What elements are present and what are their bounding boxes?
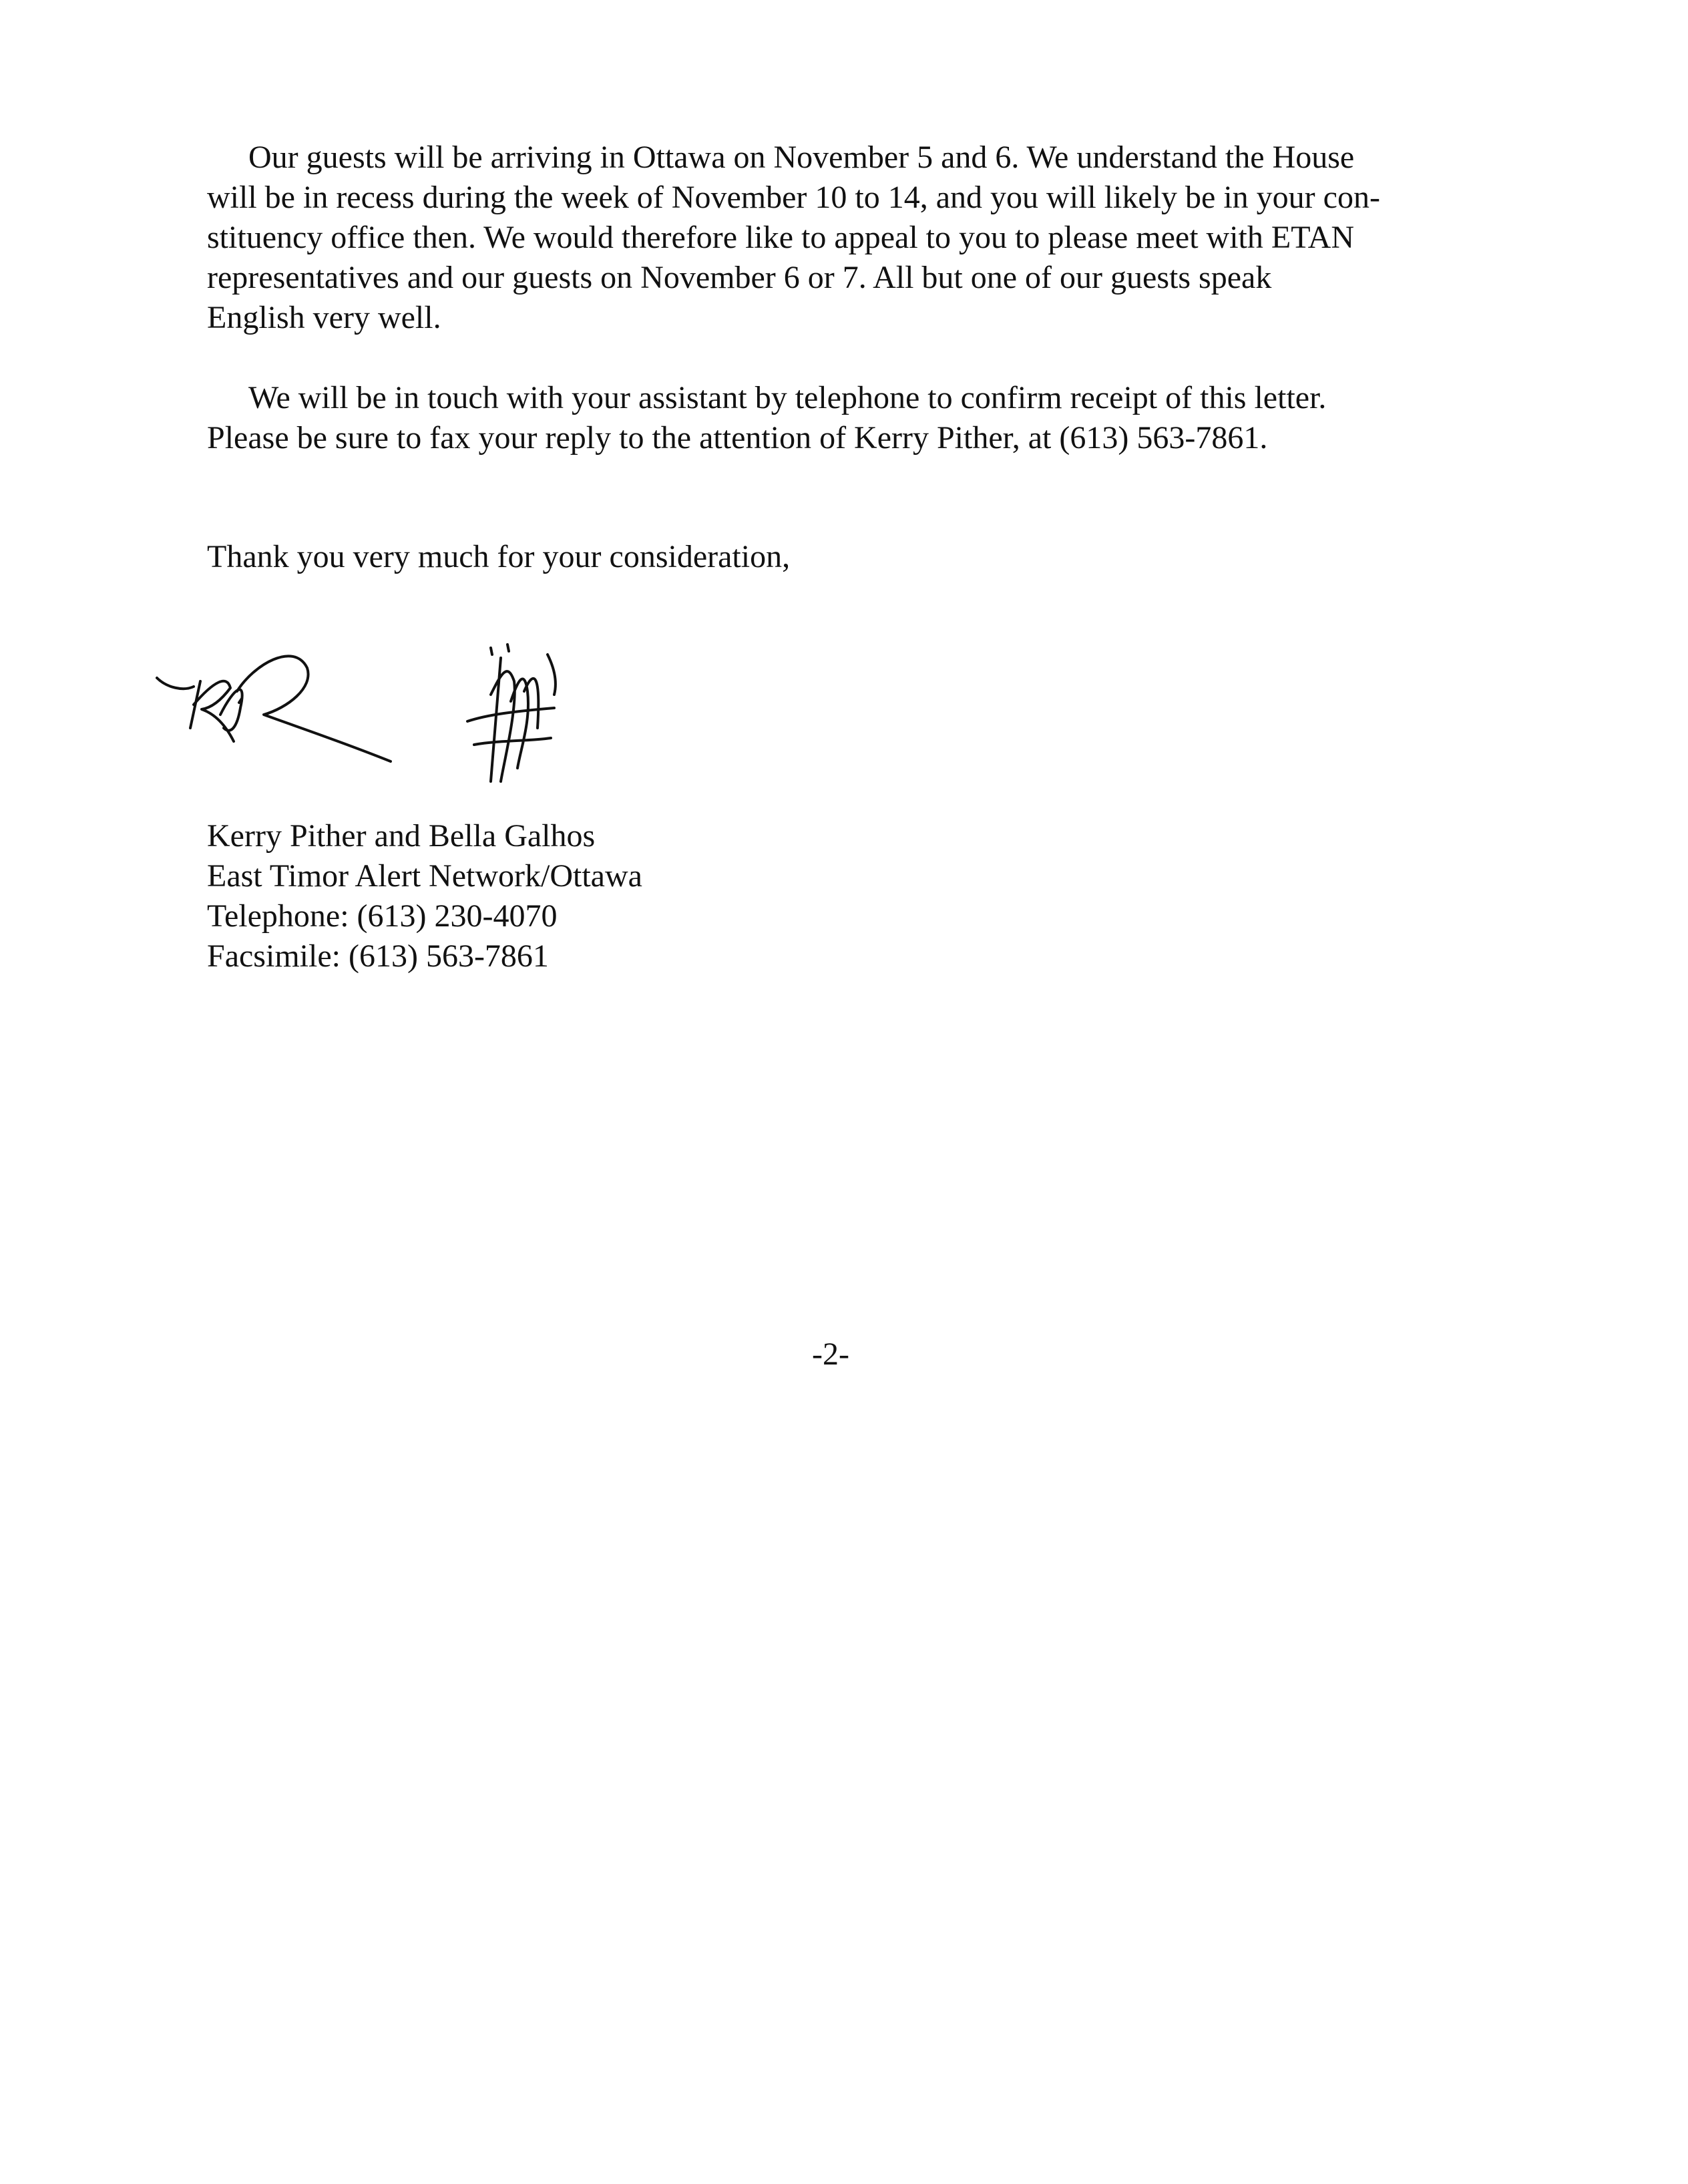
sender-telephone: Telephone: (613) 230-4070 <box>207 898 558 934</box>
handwritten-signatures <box>154 628 621 801</box>
sender-organization: East Timor Alert Network/Ottawa <box>207 858 642 894</box>
paragraph-1-line-4: representatives and our guests on November 6 or 7. All but one of our guests speak <box>207 260 1272 295</box>
sender-facsimile: Facsimile: (613) 563-7861 <box>207 938 549 974</box>
body-paragraph-2 <box>207 378 1476 458</box>
paragraph-1-line-3: stituency office then. We would therefore like to appeal to you to please meet with ETAN <box>207 220 1354 255</box>
closing-line: Thank you very much for your consideration, <box>207 539 791 574</box>
sender-block <box>207 816 642 976</box>
body-paragraph-1 <box>207 138 1476 338</box>
paragraph-2-line-2: Please be sure to fax your reply to the attention of Kerry Pither, at (613) 563-7861. <box>207 420 1268 456</box>
page-number: -2- <box>812 1336 849 1372</box>
sender-names: Kerry Pither and Bella Galhos <box>207 818 596 854</box>
paragraph-1-line-1: Our guests will be arriving in Ottawa on November 5 and 6. We understand the House <box>248 140 1355 175</box>
paragraph-1-line-2: will be in recess during the week of November 10 to 14, and you will likely be in your con- <box>207 180 1380 215</box>
paragraph-1-line-5: English very well. <box>207 300 441 335</box>
paragraph-2-line-1: We will be in touch with your assistant by telephone to confirm receipt of this letter. <box>248 380 1327 415</box>
signature-kerry-pither <box>157 656 391 761</box>
signature-bella-galhos <box>467 655 556 781</box>
